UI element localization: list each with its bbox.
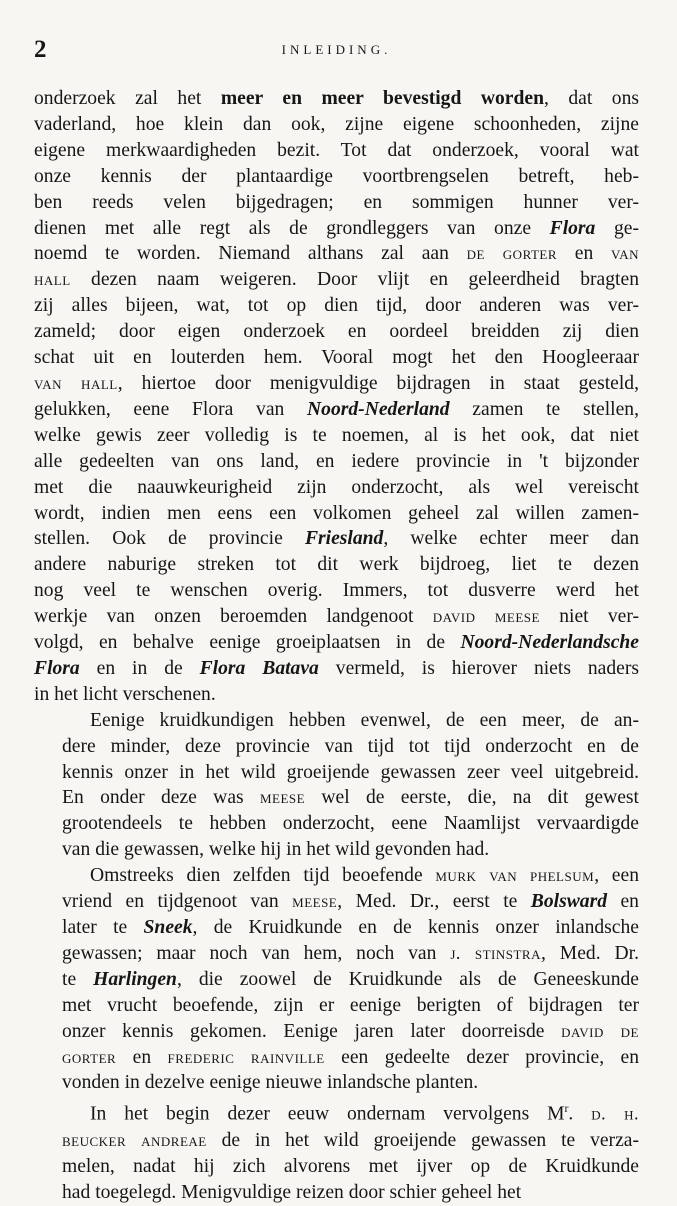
text-line: [34, 837, 639, 863]
text-run: meer en meer bevestigd worden: [220, 88, 544, 109]
text-line: [34, 86, 639, 112]
name-smallcaps: d. h.: [591, 1103, 639, 1124]
italic-term: Friesland: [304, 528, 384, 550]
italic-term: Sneek: [143, 917, 193, 938]
text-run: volgd, en behalve eenige groeiplaatsen in de: [34, 632, 461, 654]
text-run: vermeld, is hierover niets naders: [318, 657, 639, 679]
name-smallcaps: murk van phelsum: [435, 865, 595, 886]
text-run: in het licht verschenen.: [34, 683, 216, 705]
name-smallcaps: van hall: [34, 372, 118, 393]
paragraph: [34, 1096, 639, 1205]
text-line: [34, 293, 639, 319]
name-smallcaps: meese: [292, 891, 338, 912]
text-run: onze kennis der plantaardige voortbrengselen betreft, heb-: [34, 165, 639, 187]
text-run: , welke echter meer dan: [383, 528, 639, 550]
text-run: en: [557, 243, 611, 265]
text-run: , een: [594, 865, 639, 887]
text-run: r: [564, 1102, 569, 1116]
name-smallcaps: de gorter: [466, 243, 558, 264]
text-line: [34, 708, 639, 734]
text-line: [34, 552, 639, 578]
text-run: dere minder, deze provincie van tijd tot tijd onderzocht en de: [62, 735, 639, 757]
italic-term: Noord-Nederlandsche: [460, 632, 639, 654]
text-line: [34, 449, 639, 475]
text-run: dezen naam weigeren. Door vlijt en geleerdheid bragten: [70, 269, 639, 291]
text-run: dienen met alle regt als de grondleggers van onze: [34, 217, 550, 239]
text-line: [34, 915, 639, 941]
text-line: [34, 216, 639, 242]
text-run: zameld; door eigen onderzoek en oordeel breidden zij dien: [34, 321, 639, 343]
text-line: [34, 164, 639, 190]
text-run: zij alles bijeen, wat, tot op dien tijd, door anderen was ver-: [34, 295, 639, 317]
text-line: [34, 785, 639, 811]
text-run: en in de: [79, 657, 200, 679]
text-line: [34, 1019, 639, 1045]
text-line: [34, 345, 639, 371]
text-run: en: [116, 1046, 168, 1068]
text-line: [34, 604, 639, 630]
page-header: [34, 34, 639, 86]
italic-term: Noord-Nederland: [307, 398, 450, 420]
text-run: met vrucht beoefende, zijn er eenige berigten of bijdragen ter: [62, 994, 639, 1016]
text-run: vaderland, hoe klein dan ook, zijne eigene schoonheden, zijne: [34, 113, 639, 135]
text-run: Omstreeks dien zelfden tijd beoefende: [90, 865, 436, 887]
body-text: [34, 86, 639, 1206]
text-run: En onder deze was: [62, 787, 260, 809]
text-run: , de Kruidkunde en de kennis onzer inlandsche: [192, 917, 639, 938]
text-line: [34, 630, 639, 656]
name-smallcaps: david meese: [432, 606, 540, 627]
paragraph: [34, 86, 639, 708]
text-run: In het begin dezer eeuw ondernam vervolgens M: [90, 1103, 565, 1125]
text-run: later te: [62, 917, 144, 938]
text-run: schat uit en louterden hem. Vooral mogt het den Hoogleeraar: [34, 347, 639, 369]
italic-term: Harlingen: [93, 968, 177, 990]
text-run: niet ver-: [539, 606, 639, 628]
italic-term: Flora Batava: [199, 657, 319, 679]
text-line: [34, 734, 639, 760]
text-line: [34, 526, 639, 552]
text-run: had toegelegd. Menigvuldige reizen door schier geheel het: [62, 1181, 522, 1203]
italic-term: Flora: [549, 217, 596, 239]
text-line: [34, 993, 639, 1019]
name-smallcaps: david de: [561, 1020, 639, 1041]
text-line: [34, 578, 639, 604]
name-smallcaps: gorter: [62, 1046, 117, 1067]
text-line: [34, 319, 639, 345]
text-run: onzer kennis gekomen. Eenige jaren later doorreisde: [62, 1020, 562, 1042]
text-run: vonden in dezelve eenige nieuwe inlandsche planten.: [62, 1072, 479, 1094]
text-line: [34, 760, 639, 786]
text-run: , Med. Dr., eerst te: [337, 891, 531, 913]
text-run: en: [607, 891, 639, 913]
name-smallcaps: meese: [259, 787, 306, 808]
text-run: , hiertoe door menigvuldige bijdragen in staat gesteld,: [117, 372, 639, 394]
text-line: [34, 682, 639, 708]
italic-term: Bolsward: [530, 891, 608, 913]
text-line: [34, 241, 639, 267]
name-smallcaps: j. stinstra: [450, 942, 541, 963]
name-smallcaps: beucker andreae: [62, 1129, 207, 1150]
text-run: stellen. Ook de provincie: [34, 528, 305, 550]
text-line: [34, 501, 639, 527]
text-line: [34, 112, 639, 138]
text-run: eigene merkwaardigheden bezit. Tot dat onderzoek, vooral wat: [34, 139, 639, 161]
text-run: welke gewis zeer volledig is te noemen, al is het ook, dat niet: [34, 424, 639, 446]
text-run: ben reeds velen bijgedragen; en sommigen hunner ver-: [34, 191, 639, 213]
text-run: , die zoowel de Kruidkunde als de Geneeskunde: [176, 968, 639, 990]
text-line: [34, 1096, 639, 1127]
text-run: melen, nadat hij zich alvorens met ijver op de Kruidkunde: [62, 1155, 639, 1177]
text-run: nog veel te wenschen overig. Immers, tot dusverre werd het: [34, 580, 639, 602]
text-line: [34, 423, 639, 449]
text-line: [34, 863, 639, 889]
text-run: wordt, indien men eens een volkomen geheel zal willen zamen-: [34, 502, 639, 524]
name-smallcaps: frederic rainville: [167, 1046, 325, 1067]
text-line: [34, 1045, 639, 1071]
text-run: noemd te worden. Niemand althans zal aan: [34, 243, 467, 265]
text-run: gelukken, eene Flora van: [34, 398, 308, 420]
text-line: [34, 190, 639, 216]
text-run: alle gedeelten van ons land, en iedere provincie in 't bijzonder: [34, 450, 639, 472]
text-run: wel de eerste, die, na dit gewest: [305, 787, 639, 809]
text-line: [34, 889, 639, 915]
text-run: werkje van onzen beroemden landgenoot: [34, 606, 433, 628]
text-run: , dat ons: [543, 88, 639, 109]
paragraph: [34, 708, 639, 863]
text-run: Eenige kruidkundigen hebben evenwel, de een meer, de an-: [90, 709, 639, 731]
text-line: [34, 967, 639, 993]
name-smallcaps: hall: [34, 269, 71, 290]
running-head: INLEIDING.: [281, 42, 392, 57]
text-line: [34, 1070, 639, 1096]
text-run: de in het wild groeijende gewassen te verza-: [206, 1129, 639, 1151]
page-number: 2: [34, 36, 47, 63]
text-run: andere naburige streken tot dit werk bijdroeg, liet te dezen: [34, 554, 639, 576]
text-run: .: [568, 1103, 592, 1125]
text-run: zamen te stellen,: [449, 398, 639, 420]
text-line: [34, 811, 639, 837]
text-run: vriend en tijdgenoot van: [62, 891, 293, 913]
text-run: ge-: [595, 217, 639, 239]
italic-term: Flora: [34, 657, 80, 679]
name-smallcaps: van: [610, 243, 639, 264]
text-run: te: [62, 968, 94, 990]
text-line: [34, 1180, 639, 1206]
text-line: [34, 656, 639, 682]
text-run: kennis onzer in het wild groeijende gewassen zeer veel uitgebreid.: [62, 761, 639, 783]
text-run: met die naauwkeurigheid zijn onderzocht, als wel vereischt: [34, 476, 639, 498]
paragraph: [34, 863, 639, 1096]
text-line: [34, 138, 639, 164]
text-line: [34, 397, 639, 423]
text-line: [34, 1128, 639, 1154]
text-run: van die gewassen, welke hij in het wild gevonden had.: [62, 839, 490, 861]
text-line: [34, 267, 639, 293]
text-line: [34, 371, 639, 397]
text-run: , Med. Dr.: [541, 942, 639, 964]
text-run: een gedeelte dezer provincie, en: [324, 1046, 639, 1068]
text-run: onderzoek zal het: [34, 88, 221, 109]
text-line: [34, 1154, 639, 1180]
text-run: grootendeels te hebben onderzocht, eene Naamlijst vervaardigde: [62, 813, 639, 835]
text-line: [34, 941, 639, 967]
text-run: gewassen; maar noch van hem, noch van: [62, 942, 451, 964]
text-line: [34, 475, 639, 501]
